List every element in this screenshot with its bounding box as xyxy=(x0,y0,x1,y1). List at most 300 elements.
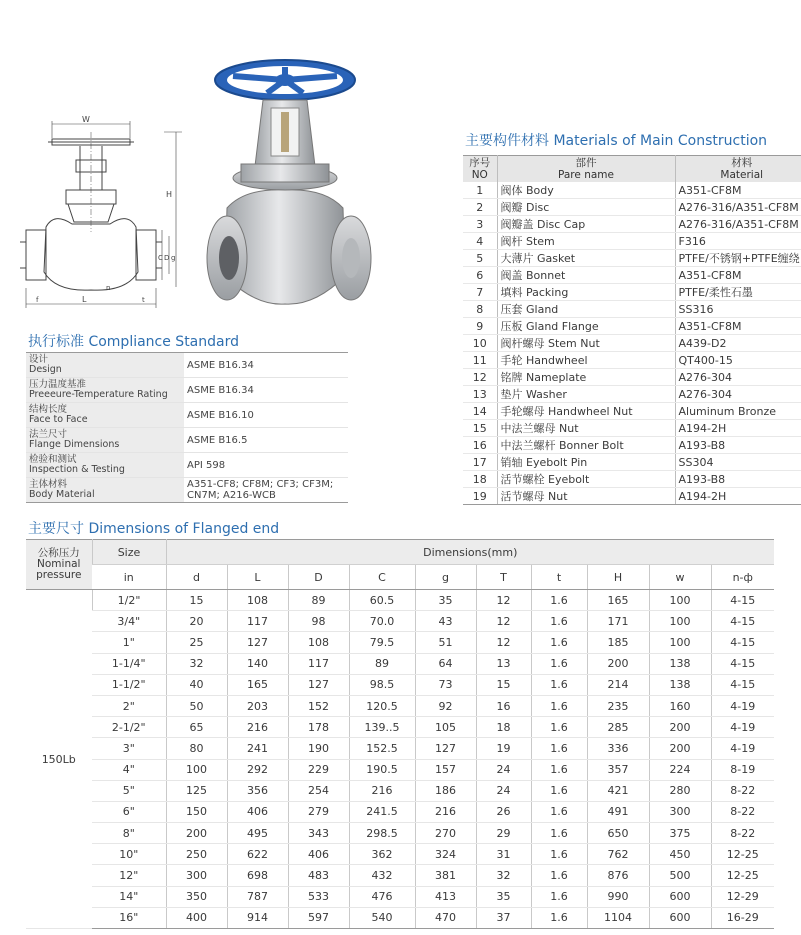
compliance-row xyxy=(26,428,348,453)
drawing-label-n: n xyxy=(106,284,111,292)
dimension-cell: 14" xyxy=(92,886,166,907)
dimension-cell: 3" xyxy=(92,738,166,759)
materials-cell-no: 12 xyxy=(463,369,497,386)
drawing-label-w: W xyxy=(82,115,90,124)
materials-row xyxy=(463,369,801,386)
dimension-cell: 4-15 xyxy=(711,611,774,632)
materials-cell-material: A276-316/A351-CF8M xyxy=(675,216,801,233)
materials-header-part-en: Pare name xyxy=(558,169,614,181)
materials-cell-material: A193-B8 xyxy=(675,437,801,454)
dimension-cell: 12" xyxy=(92,865,166,886)
dimension-cell: 495 xyxy=(227,823,288,844)
dimension-cell: 1.6 xyxy=(531,738,587,759)
dimension-cell: 12 xyxy=(476,590,531,611)
materials-cell-no: 6 xyxy=(463,267,497,284)
dimension-cell: 1.6 xyxy=(531,632,587,653)
dimension-cell: 279 xyxy=(288,801,349,822)
dimension-cell: 35 xyxy=(415,590,476,611)
dimension-cell: 152.5 xyxy=(349,738,415,759)
dimension-cell: 12 xyxy=(476,611,531,632)
size-header: Size xyxy=(92,540,166,565)
dimension-cell: 98 xyxy=(288,611,349,632)
dimension-cell: 1" xyxy=(92,632,166,653)
materials-cell-material: Aluminum Bronze xyxy=(675,403,801,420)
dimension-cell: 4-15 xyxy=(711,590,774,611)
dimension-cell: 8-22 xyxy=(711,780,774,801)
dimension-cell: 483 xyxy=(288,865,349,886)
globe-valve-photo xyxy=(205,58,375,320)
materials-header-row xyxy=(463,156,801,183)
dimension-cell: 229 xyxy=(288,759,349,780)
compliance-label-en: Body Material xyxy=(29,489,95,500)
dimension-row xyxy=(26,886,774,907)
dimension-cell: 350 xyxy=(166,886,227,907)
dimension-cell: 1.6 xyxy=(531,611,587,632)
dimension-cell: 600 xyxy=(649,886,711,907)
materials-row xyxy=(463,301,801,318)
dimension-col-header: D xyxy=(288,565,349,590)
materials-cell-material: A194-2H xyxy=(675,420,801,437)
dimension-cell: 35 xyxy=(476,886,531,907)
dimension-cell: 150 xyxy=(166,801,227,822)
materials-row xyxy=(463,352,801,369)
dimension-cell: 139..5 xyxy=(349,717,415,738)
materials-cell-part: 手轮螺母 Handwheel Nut xyxy=(497,403,675,420)
dimension-row xyxy=(26,717,774,738)
pressure-header xyxy=(26,540,92,590)
dimension-row xyxy=(26,653,774,674)
materials-cell-no: 16 xyxy=(463,437,497,454)
dimension-cell: 540 xyxy=(349,907,415,928)
materials-row xyxy=(463,199,801,216)
dimension-cell: 98.5 xyxy=(349,674,415,695)
compliance-row xyxy=(26,403,348,428)
materials-row xyxy=(463,284,801,301)
dimension-row xyxy=(26,590,774,611)
compliance-value: ASME B16.5 xyxy=(184,428,348,453)
compliance-label xyxy=(26,353,184,378)
materials-row xyxy=(463,233,801,250)
compliance-label xyxy=(26,378,184,403)
dimension-cell: 65 xyxy=(166,717,227,738)
dimension-cell: 381 xyxy=(415,865,476,886)
dimension-cell: 432 xyxy=(349,865,415,886)
dimension-cell: 400 xyxy=(166,907,227,928)
dimension-cell: 8-22 xyxy=(711,801,774,822)
dimension-col-header: T xyxy=(476,565,531,590)
dimension-row xyxy=(26,844,774,865)
dimension-cell: 450 xyxy=(649,844,711,865)
dimension-col-header: t xyxy=(531,565,587,590)
materials-cell-no: 18 xyxy=(463,471,497,488)
materials-cell-no: 14 xyxy=(463,403,497,420)
dimension-cell: 470 xyxy=(415,907,476,928)
materials-cell-material: PTFE/柔性石墨 xyxy=(675,284,801,301)
materials-cell-material: A439-D2 xyxy=(675,335,801,352)
dimension-cell: 79.5 xyxy=(349,632,415,653)
materials-row xyxy=(463,471,801,488)
materials-cell-no: 2 xyxy=(463,199,497,216)
materials-row xyxy=(463,403,801,420)
materials-cell-part: 阀杆 Stem xyxy=(497,233,675,250)
materials-cell-part: 阀杆螺母 Stem Nut xyxy=(497,335,675,352)
dimension-cell: 138 xyxy=(649,674,711,695)
dimension-cell: 15 xyxy=(166,590,227,611)
compliance-label-cn: 主体材料 xyxy=(29,479,68,490)
dimensions-header-row-2 xyxy=(26,565,774,590)
dimension-cell: 171 xyxy=(587,611,649,632)
dimension-cell: 214 xyxy=(587,674,649,695)
dimension-col-header: w xyxy=(649,565,711,590)
dimension-cell: 4-19 xyxy=(711,717,774,738)
dimension-cell: 13 xyxy=(476,653,531,674)
materials-header-no-en: NO xyxy=(471,169,488,181)
dimension-cell: 8" xyxy=(92,823,166,844)
materials-cell-part: 铭牌 Nameplate xyxy=(497,369,675,386)
materials-cell-no: 4 xyxy=(463,233,497,250)
dimension-cell: 241.5 xyxy=(349,801,415,822)
dimension-cell: 19 xyxy=(476,738,531,759)
materials-header-no xyxy=(463,156,497,183)
materials-cell-material: A276-304 xyxy=(675,369,801,386)
dimension-cell: 357 xyxy=(587,759,649,780)
dimension-cell: 43 xyxy=(415,611,476,632)
dimension-cell: 1-1/4" xyxy=(92,653,166,674)
materials-cell-part: 压套 Gland xyxy=(497,301,675,318)
dimension-cell: 92 xyxy=(415,695,476,716)
compliance-label xyxy=(26,453,184,478)
dimension-cell: 1.6 xyxy=(531,674,587,695)
dimension-cell: 343 xyxy=(288,823,349,844)
compliance-value: API 598 xyxy=(184,453,348,478)
compliance-label-en: Face to Face xyxy=(29,414,88,425)
dimension-cell: 280 xyxy=(649,780,711,801)
dimension-cell: 413 xyxy=(415,886,476,907)
dimension-col-header: in xyxy=(92,565,166,590)
dimension-cell: 1-1/2" xyxy=(92,674,166,695)
dimension-cell: 125 xyxy=(166,780,227,801)
materials-row xyxy=(463,318,801,335)
materials-cell-no: 11 xyxy=(463,352,497,369)
dimension-cell: 216 xyxy=(227,717,288,738)
dimensions-table xyxy=(26,539,774,929)
dimension-cell: 3/4" xyxy=(92,611,166,632)
materials-cell-part: 阀瓣 Disc xyxy=(497,199,675,216)
materials-cell-material: A276-304 xyxy=(675,386,801,403)
dimension-cell: 140 xyxy=(227,653,288,674)
materials-cell-part: 填料 Packing xyxy=(497,284,675,301)
dimension-cell: 1.6 xyxy=(531,823,587,844)
materials-row xyxy=(463,437,801,454)
dimension-cell: 157 xyxy=(415,759,476,780)
dimension-col-header: g xyxy=(415,565,476,590)
dimension-cell: 1.6 xyxy=(531,780,587,801)
dimension-cell: 51 xyxy=(415,632,476,653)
dimension-cell: 165 xyxy=(587,590,649,611)
pressure-header-en2: pressure xyxy=(36,569,82,581)
dimension-cell: 200 xyxy=(587,653,649,674)
compliance-label-cn: 法兰尺寸 xyxy=(29,429,68,440)
dimension-cell: 127 xyxy=(227,632,288,653)
dimension-cell: 70.0 xyxy=(349,611,415,632)
materials-row xyxy=(463,420,801,437)
materials-cell-no: 10 xyxy=(463,335,497,352)
dimension-cell: 421 xyxy=(587,780,649,801)
materials-header-material-en: Material xyxy=(720,169,764,181)
materials-title: 主要构件材料 Materials of Main Construction xyxy=(465,133,768,149)
dimension-cell: 285 xyxy=(587,717,649,738)
dimension-cell: 292 xyxy=(227,759,288,780)
dimension-cell: 12 xyxy=(476,632,531,653)
dimension-cell: 6" xyxy=(92,801,166,822)
compliance-value: ASME B16.10 xyxy=(184,403,348,428)
materials-cell-part: 垫片 Washer xyxy=(497,386,675,403)
dimension-cell: 241 xyxy=(227,738,288,759)
dimension-cell: 990 xyxy=(587,886,649,907)
dimension-row xyxy=(26,674,774,695)
dimension-cell: 100 xyxy=(166,759,227,780)
dimension-cell: 16 xyxy=(476,695,531,716)
compliance-label-en: Preeeure-Temperature Rating xyxy=(29,389,168,400)
dimension-col-header: C xyxy=(349,565,415,590)
dimension-cell: 1/2" xyxy=(92,590,166,611)
compliance-row xyxy=(26,353,348,378)
dimension-cell: 1.6 xyxy=(531,886,587,907)
drawing-label-g: g xyxy=(171,254,176,262)
dimension-cell: 203 xyxy=(227,695,288,716)
dimension-cell: 100 xyxy=(649,611,711,632)
dimension-cell: 120.5 xyxy=(349,695,415,716)
dimension-cell: 117 xyxy=(288,653,349,674)
compliance-label-cn: 设计 xyxy=(29,354,49,365)
dimension-cell: 254 xyxy=(288,780,349,801)
dimension-row xyxy=(26,611,774,632)
dimension-cell: 362 xyxy=(349,844,415,865)
dimension-cell: 491 xyxy=(587,801,649,822)
materials-row xyxy=(463,488,801,505)
dimension-cell: 73 xyxy=(415,674,476,695)
materials-cell-part: 活节螺栓 Eyebolt xyxy=(497,471,675,488)
materials-cell-no: 8 xyxy=(463,301,497,318)
dimension-cell: 200 xyxy=(166,823,227,844)
dimension-cell: 108 xyxy=(288,632,349,653)
dimension-cell: 138 xyxy=(649,653,711,674)
dimension-cell: 533 xyxy=(288,886,349,907)
dimension-cell: 12-25 xyxy=(711,844,774,865)
dimension-row xyxy=(26,632,774,653)
dimension-cell: 1.6 xyxy=(531,801,587,822)
dimension-cell: 50 xyxy=(166,695,227,716)
dimension-cell: 300 xyxy=(649,801,711,822)
dimension-cell: 25 xyxy=(166,632,227,653)
dimension-cell: 216 xyxy=(349,780,415,801)
dimension-col-header: n-ф xyxy=(711,565,774,590)
compliance-label-en: Flange Dimensions xyxy=(29,439,120,450)
dimension-cell: 108 xyxy=(227,590,288,611)
dimension-cell: 100 xyxy=(649,590,711,611)
dimension-cell: 235 xyxy=(587,695,649,716)
dimension-cell: 324 xyxy=(415,844,476,865)
dimension-row xyxy=(26,907,774,928)
dimension-cell: 152 xyxy=(288,695,349,716)
materials-cell-part: 阀瓣盖 Disc Cap xyxy=(497,216,675,233)
materials-cell-material: A193-B8 xyxy=(675,471,801,488)
materials-row xyxy=(463,216,801,233)
materials-cell-no: 17 xyxy=(463,454,497,471)
dimension-cell: 89 xyxy=(349,653,415,674)
materials-cell-part: 阀盖 Bonnet xyxy=(497,267,675,284)
drawing-label-f: f xyxy=(36,296,39,304)
dimension-row xyxy=(26,801,774,822)
dimension-cell: 26 xyxy=(476,801,531,822)
compliance-label xyxy=(26,428,184,453)
dimension-cell: 1.6 xyxy=(531,907,587,928)
materials-cell-no: 5 xyxy=(463,250,497,267)
dimension-row xyxy=(26,738,774,759)
dimension-cell: 1.6 xyxy=(531,865,587,886)
dimension-cell: 80 xyxy=(166,738,227,759)
dimension-cell: 2-1/2" xyxy=(92,717,166,738)
compliance-value: ASME B16.34 xyxy=(184,353,348,378)
dimension-cell: 250 xyxy=(166,844,227,865)
dimension-cell: 622 xyxy=(227,844,288,865)
dimension-cell: 24 xyxy=(476,759,531,780)
materials-cell-material: F316 xyxy=(675,233,801,250)
dimension-cell: 12-25 xyxy=(711,865,774,886)
dimension-cell: 300 xyxy=(166,865,227,886)
materials-cell-material: A351-CF8M xyxy=(675,318,801,335)
materials-header-material-cn: 材料 xyxy=(731,157,753,169)
materials-cell-material: A351-CF8M xyxy=(675,182,801,199)
dimension-cell: 20 xyxy=(166,611,227,632)
materials-cell-no: 13 xyxy=(463,386,497,403)
materials-cell-material: A276-316/A351-CF8M xyxy=(675,199,801,216)
dimension-cell: 29 xyxy=(476,823,531,844)
compliance-label-cn: 检验和测试 xyxy=(29,454,77,465)
dimension-cell: 1.6 xyxy=(531,759,587,780)
pressure-header-cn: 公称压力 xyxy=(37,547,80,559)
dimension-cell: 165 xyxy=(227,674,288,695)
dimension-cell: 160 xyxy=(649,695,711,716)
dimension-row xyxy=(26,759,774,780)
compliance-title: 执行标准 Compliance Standard xyxy=(28,334,239,350)
materials-row xyxy=(463,454,801,471)
dimension-cell: 16" xyxy=(92,907,166,928)
dimension-cell: 5" xyxy=(92,780,166,801)
materials-header-no-cn: 序号 xyxy=(469,157,491,169)
materials-cell-part: 大薄片 Gasket xyxy=(497,250,675,267)
dimension-cell: 89 xyxy=(288,590,349,611)
materials-cell-no: 9 xyxy=(463,318,497,335)
materials-row xyxy=(463,386,801,403)
materials-row xyxy=(463,250,801,267)
dimension-cell: 185 xyxy=(587,632,649,653)
dimension-cell: 40 xyxy=(166,674,227,695)
dimension-cell: 127 xyxy=(288,674,349,695)
dimension-cell: 1.6 xyxy=(531,653,587,674)
compliance-label xyxy=(26,403,184,428)
dimension-cell: 650 xyxy=(587,823,649,844)
dimension-cell: 200 xyxy=(649,717,711,738)
materials-cell-part: 活节螺母 Nut xyxy=(497,488,675,505)
dimension-cell: 1.6 xyxy=(531,590,587,611)
dimension-cell: 190.5 xyxy=(349,759,415,780)
dimension-cell: 60.5 xyxy=(349,590,415,611)
dimension-cell: 4" xyxy=(92,759,166,780)
materials-header-part xyxy=(497,156,675,183)
materials-cell-material: A194-2H xyxy=(675,488,801,505)
dimension-cell: 8-22 xyxy=(711,823,774,844)
materials-cell-material: SS304 xyxy=(675,454,801,471)
dimension-cell: 500 xyxy=(649,865,711,886)
dimension-cell: 336 xyxy=(587,738,649,759)
materials-cell-part: 中法兰螺母 Nut xyxy=(497,420,675,437)
dimension-cell: 224 xyxy=(649,759,711,780)
dimension-cell: 200 xyxy=(649,738,711,759)
materials-cell-no: 7 xyxy=(463,284,497,301)
dimension-row xyxy=(26,695,774,716)
dimension-cell: 10" xyxy=(92,844,166,865)
dimension-cell: 1104 xyxy=(587,907,649,928)
dimension-cell: 597 xyxy=(288,907,349,928)
compliance-value: A351-CF8; CF8M; CF3; CF3M; CN7M; A216-WCB xyxy=(184,478,348,503)
dimension-cell: 4-15 xyxy=(711,632,774,653)
materials-cell-no: 15 xyxy=(463,420,497,437)
dimension-cell: 698 xyxy=(227,865,288,886)
dimension-cell: 356 xyxy=(227,780,288,801)
dimension-cell: 762 xyxy=(587,844,649,865)
compliance-label xyxy=(26,478,184,503)
dimension-cell: 4-15 xyxy=(711,674,774,695)
dimension-cell: 4-19 xyxy=(711,738,774,759)
dimension-cell: 186 xyxy=(415,780,476,801)
dimension-cell: 1.6 xyxy=(531,717,587,738)
dimension-cell: 31 xyxy=(476,844,531,865)
materials-cell-part: 手轮 Handwheel xyxy=(497,352,675,369)
dimension-cell: 787 xyxy=(227,886,288,907)
dimension-cell: 406 xyxy=(288,844,349,865)
materials-row xyxy=(463,267,801,284)
dimension-cell: 406 xyxy=(227,801,288,822)
drawing-label-d: D xyxy=(164,254,170,262)
compliance-row xyxy=(26,453,348,478)
materials-header-material xyxy=(675,156,801,183)
dimension-cell: 1.6 xyxy=(531,844,587,865)
materials-cell-no: 3 xyxy=(463,216,497,233)
dimension-cell: 914 xyxy=(227,907,288,928)
dimension-cell: 16-29 xyxy=(711,907,774,928)
compliance-label-cn: 结构长度 xyxy=(29,404,68,415)
dimension-cell: 476 xyxy=(349,886,415,907)
compliance-label-en: Inspection & Testing xyxy=(29,464,125,475)
dimension-cell: 15 xyxy=(476,674,531,695)
dimension-cell: 18 xyxy=(476,717,531,738)
dimension-cell: 4-19 xyxy=(711,695,774,716)
dimension-cell: 32 xyxy=(476,865,531,886)
materials-cell-material: QT400-15 xyxy=(675,352,801,369)
materials-cell-part: 中法兰螺杆 Bonner Bolt xyxy=(497,437,675,454)
compliance-label-en: Design xyxy=(29,364,62,375)
valve-technical-drawing xyxy=(16,112,191,310)
dimension-col-header: d xyxy=(166,565,227,590)
dimension-cell: 37 xyxy=(476,907,531,928)
materials-row xyxy=(463,335,801,352)
dimension-cell: 190 xyxy=(288,738,349,759)
dimension-cell: 8-19 xyxy=(711,759,774,780)
dimension-col-header: H xyxy=(587,565,649,590)
dimension-row xyxy=(26,780,774,801)
dimension-col-header: L xyxy=(227,565,288,590)
